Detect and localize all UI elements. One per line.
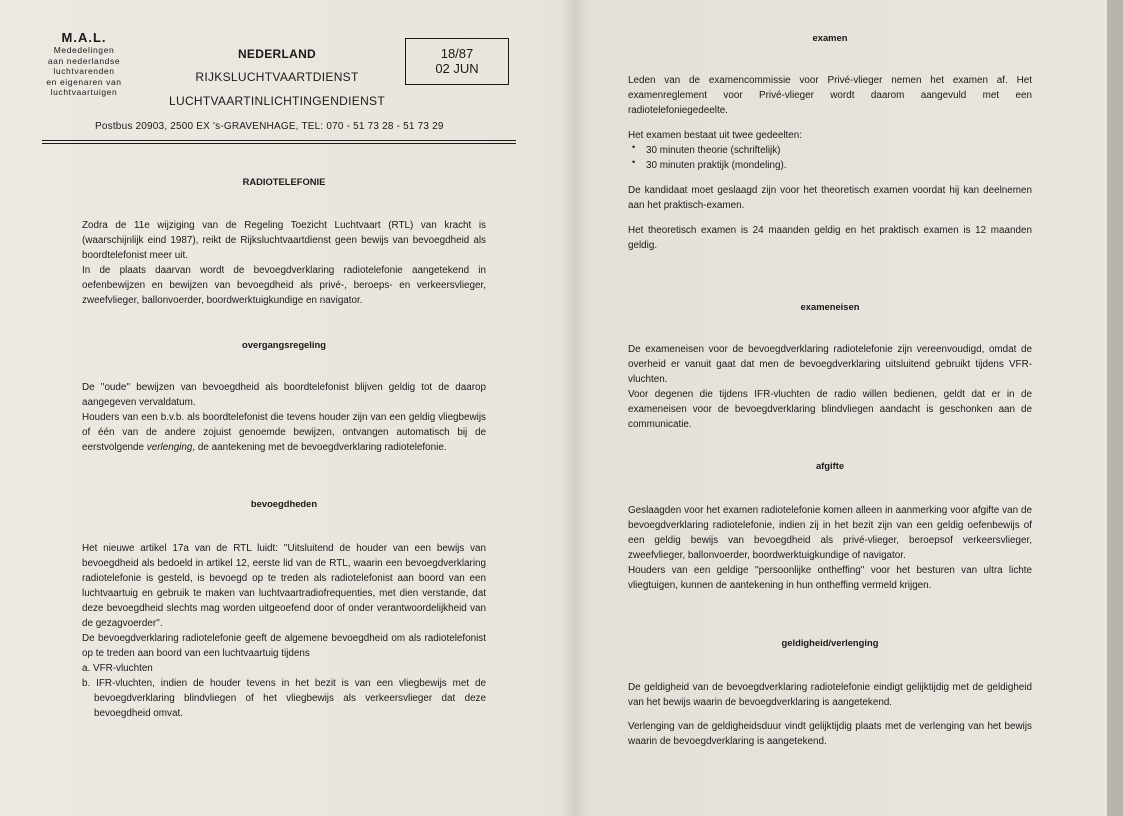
paragraph: De exameneisen voor de bevoegdverklaring radiotelefonie zijn vereenvoudigd, omdat de overheid er vanuit gaat dat men de bevoegdverklaring uitsluitend gebruikt tijdens VFR-vluchten. bbox=[628, 344, 1032, 385]
text-run: Houders van een b.v.b. als boordtelefonist die tevens houder zijn van een geldig vliegbewijs of één van de andere zojuist genoemde bewijzen, ontvangen automatisch bij de eerstvolgende bbox=[82, 412, 486, 453]
department-heading: LUCHTVAARTINLICHTINGENDIENST bbox=[169, 94, 385, 108]
mal-line: Mededelingen bbox=[53, 45, 115, 55]
overgang-text bbox=[82, 380, 486, 455]
section-heading-afgifte: afgifte bbox=[815, 460, 845, 471]
paragraph: De kandidaat moet geslaagd zijn voor het theoretisch examen voordat hij kan deelnemen aan het praktisch-examen. bbox=[628, 185, 1032, 211]
list-item: • 30 minuten praktijk (mondeling). bbox=[628, 158, 1032, 173]
eisen-text bbox=[628, 342, 1032, 432]
paragraph: Voor degenen die tijdens IFR-vluchten de radio willen bedienen, geldt dat er in de exameneisen voor de bevoegdverklaring blindvliegen aandacht is geschonken aan de communicatie. bbox=[628, 389, 1032, 430]
address-line: Postbus 20903, 2500 EX 's-GRAVENHAGE, TEL: 070 - 51 73 28 - 51 73 29 bbox=[95, 121, 444, 132]
list-item: b. IFR-vluchten, indien de houder tevens in het bezit is van een vliegbewijs met de bevoegdverklaring blindvliegen of het vliegbewijs als verkeersvlieger dat deze bevoegdheid omvat. bbox=[82, 678, 486, 719]
geldig-text bbox=[628, 680, 1032, 749]
divider bbox=[42, 143, 516, 144]
section-heading-geldigheid: geldigheid/verlenging bbox=[781, 637, 879, 648]
paragraph: Het examen bestaat uit twee gedeelten: bbox=[628, 130, 803, 141]
mal-line: en eigenaren van bbox=[46, 76, 122, 87]
divider bbox=[42, 140, 516, 141]
text-run: , de aantekening met de bevoegdverklaring radiotelefonie. bbox=[192, 442, 447, 453]
page-edge bbox=[1107, 0, 1123, 816]
paragraph: Geslaagden voor het examen radiotelefonie komen alleen in aanmerking voor afgifte van de bevoegdverklaring radiotelefonie, indien zij in het bezit zijn van een geldig oefenbewijs of een geldig bewijs van bevoegdheid als privé-vlieger, beroepsof verkeersvlieger, zweefvlieger, ballonvoerder, boordwerktuigkundige of navigator. bbox=[628, 505, 1032, 561]
list-item: a. VFR-vluchten bbox=[82, 663, 153, 674]
mal-line: aan nederlandse bbox=[47, 55, 121, 66]
afgifte-text bbox=[628, 503, 1032, 593]
issue-number: 18/87 bbox=[440, 46, 474, 61]
mal-title: M.A.L. bbox=[61, 30, 107, 45]
paragraph: Het nieuwe artikel 17a van de RTL luidt: ''Uitsluitend de houder van een bewijs van bevoegdheid als bedoeld in artikel 12, eerste lid van de RTL, waarin een bevoegdverklaring radiotelefonie is gesteld, is bevoegd op te treden als radiotelefonist aan boord van een luchtvaartuig en gebruik te maken van luchtvaartradiofrequenties, met dien verstande, dat deze bevoegdheid slechts mag worden uitgeoefend door of onder verantwoordelijkheid van de gezagvoerder''. bbox=[82, 543, 486, 629]
paragraph: De geldigheid van de bevoegdverklaring radiotelefonie eindigt gelijktijdig met de geldigheid van het bewijs waarin de bevoegdverklaring is aangetekend. bbox=[628, 682, 1032, 708]
issue-box bbox=[405, 38, 509, 85]
bevoegd-text bbox=[82, 541, 486, 721]
mal-line: luchtvaartuigen bbox=[50, 87, 118, 97]
section-heading-overgangsregeling: overgangsregeling bbox=[242, 339, 326, 350]
section-heading-examen: examen bbox=[812, 32, 848, 43]
country-heading: NEDERLAND bbox=[237, 47, 317, 61]
list-item: • 30 minuten theorie (schriftelijk) bbox=[628, 143, 1032, 158]
page-fold bbox=[561, 0, 589, 816]
paragraph: Zodra de 11e wijziging van de Regeling Toezicht Luchtvaart (RTL) van kracht is (waarschijnlijk eind 1987), reikt de Rijksluchtvaartdienst geen bewijs van bevoegdheid als boordtelefonist meer uit. bbox=[82, 220, 486, 261]
emphasis-verlenging: verlenging bbox=[146, 442, 193, 453]
intro-text bbox=[82, 218, 486, 308]
section-title-radiotelefonie: RADIOTELEFONIE bbox=[242, 176, 326, 187]
paragraph: Houders van een geldige ''persoonlijke ontheffing'' voor het besturen van ultra lichte vliegtuigen, kunnen de aantekening in hun ontheffing vermeld krijgen. bbox=[628, 565, 1032, 591]
agency-heading: RIJKSLUCHTVAARTDIENST bbox=[195, 70, 359, 84]
paragraph: In de plaats daarvan wordt de bevoegdverklaring radiotelefonie aangetekend in oefenbewijzen en bewijzen van bevoegdheid als privé-, beroeps- en verkeersvlieger, zweefvlieger, ballonvoerder, boordwerktuigkundige en navigator. bbox=[82, 265, 486, 306]
paragraph: Leden van de examencommissie voor Privé-vlieger nemen het examen af. Het examenreglement voor Privé-vlieger wordt daarom aangevuld met een radiotelefoniegedeelte. bbox=[628, 75, 1032, 116]
paragraph: De bevoegdverklaring radiotelefonie geeft de algemene bevoegdheid om als radiotelefonist op te treden aan boord van een luchtvaartuig tijdens bbox=[82, 633, 486, 659]
mal-logo bbox=[36, 30, 132, 98]
section-heading-exameneisen: exameneisen bbox=[800, 301, 860, 312]
section-heading-bevoegdheden: bevoegdheden bbox=[250, 498, 318, 509]
issue-date: 02 JUN bbox=[435, 61, 479, 76]
paragraph: De ''oude'' bewijzen van bevoegdheid als boordtelefonist blijven geldig tot de daarop aangegeven vervaldatum. bbox=[82, 382, 486, 408]
mal-line: luchtvarenden bbox=[53, 66, 115, 76]
examen-text bbox=[628, 73, 1032, 253]
paragraph: Verlenging van de geldigheidsduur vindt gelijktijdig plaats met de verlenging van het bewijs waarin de bevoegdverklaring is aangetekend. bbox=[628, 721, 1032, 747]
paragraph bbox=[82, 410, 486, 455]
paragraph: Het theoretisch examen is 24 maanden geldig en het praktisch examen is 12 maanden geldig. bbox=[628, 225, 1032, 251]
